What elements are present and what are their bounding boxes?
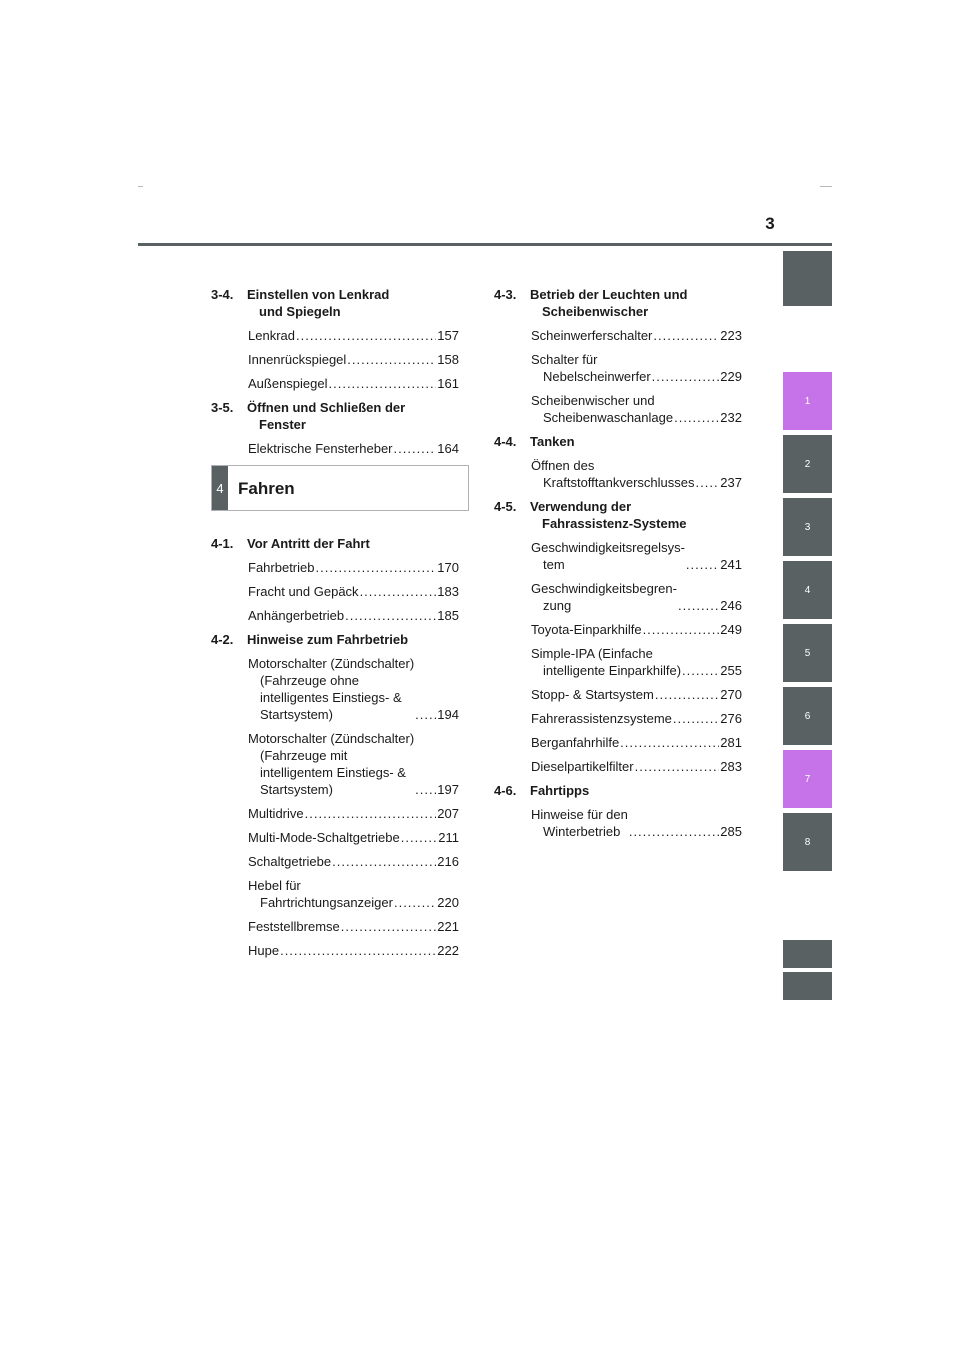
toc-entry[interactable]: Schalter für Nebelscheinwerfer ..... 229 — [531, 351, 742, 385]
toc-section-3-4[interactable]: 3-4. Einstellen von Lenkrad und Spiegeln — [211, 287, 390, 319]
toc-entry[interactable]: Fahrbetrieb ..... 170 — [248, 559, 459, 576]
header-rule — [138, 243, 832, 246]
chapter-tab-6[interactable]: 6 — [783, 687, 832, 745]
crop-mark-right — [820, 186, 832, 187]
toc-entry[interactable]: Scheibenwischer und Scheibenwaschanlage ..... 232 — [531, 392, 742, 426]
toc-entry[interactable]: Fracht und Gepäck ..... 183 — [248, 583, 459, 600]
toc-entry[interactable]: Toyota-Einparkhilfe ..... 249 — [531, 621, 742, 638]
chapter-tab-blank[interactable] — [783, 251, 832, 306]
toc-section-4-1[interactable]: 4-1. Vor Antritt der Fahrt — [211, 536, 370, 551]
chapter-header — [211, 465, 469, 511]
chapter-tab-7[interactable]: 7 — [783, 750, 832, 808]
toc-entry[interactable]: Motorschalter (Zündschalter) (Fahrzeuge ohne intelligentes Einstiegs- & Startsystem) ..... 194 — [248, 655, 459, 723]
chapter-tab-5[interactable]: 5 — [783, 624, 832, 682]
chapter-tab-blank[interactable] — [783, 940, 832, 968]
toc-entry[interactable]: Elektrische Fensterheber ..... 164 — [248, 440, 459, 457]
chapter-tab-1[interactable]: 1 — [783, 372, 832, 430]
toc-section-4-4[interactable]: 4-4. Tanken — [494, 434, 575, 449]
toc-entry[interactable]: Simple-IPA (Einfache intelligente Einparkhilfe) ..... 255 — [531, 645, 742, 679]
toc-entry[interactable]: Multi-Mode-Schaltgetriebe ..... 211 — [248, 829, 459, 846]
toc-section-4-3[interactable]: 4-3. Betrieb der Leuchten und Scheibenwischer — [494, 287, 688, 319]
toc-section-4-5[interactable]: 4-5. Verwendung der Fahrassistenz-Systeme — [494, 499, 687, 531]
chapter-tab-8[interactable]: 8 — [783, 813, 832, 871]
toc-right-column — [494, 286, 742, 847]
toc-entry[interactable]: Innenrückspiegel ..... 158 — [248, 351, 459, 368]
toc-entry[interactable]: Fahrerassistenzsysteme ..... 276 — [531, 710, 742, 727]
crop-mark-left — [138, 186, 143, 187]
toc-entry[interactable]: Motorschalter (Zündschalter) (Fahrzeuge mit intelligentem Einstiegs- & Startsystem) ..... 197 — [248, 730, 459, 798]
toc-entry[interactable]: Öffnen des Kraftstofftankverschlusses ..... 237 — [531, 457, 742, 491]
toc-entry[interactable]: Anhängerbetrieb ..... 185 — [248, 607, 459, 624]
toc-section-3-5[interactable]: 3-5. Öffnen und Schließen der Fenster — [211, 400, 406, 432]
toc-entry[interactable]: Geschwindigkeitsbegren- zung ..... 246 — [531, 580, 742, 614]
chapter-tab-blank[interactable] — [783, 972, 832, 1000]
toc-left-column — [211, 286, 459, 966]
toc-entry[interactable]: Stopp- & Startsystem ..... 270 — [531, 686, 742, 703]
page-number: 3 — [765, 214, 775, 233]
toc-entry[interactable]: Feststellbremse ..... 221 — [248, 918, 459, 935]
toc-entry[interactable]: Schaltgetriebe ..... 216 — [248, 853, 459, 870]
toc-entry[interactable]: Scheinwerferschalter ..... 223 — [531, 327, 742, 344]
chapter-tab-4[interactable]: 4 — [783, 561, 832, 619]
toc-entry[interactable]: Dieselpartikelfilter ..... 283 — [531, 758, 742, 775]
chapter-tab-2[interactable]: 2 — [783, 435, 832, 493]
toc-entry[interactable]: Hebel für Fahrtrichtungsanzeiger ..... 220 — [248, 877, 459, 911]
toc-entry[interactable]: Multidrive ..... 207 — [248, 805, 459, 822]
toc-entry[interactable]: Hinweise für den Winterbetrieb ..... 285 — [531, 806, 742, 840]
toc-section-4-2[interactable]: 4-2. Hinweise zum Fahrbetrieb — [211, 632, 409, 647]
toc-entry[interactable]: Außenspiegel ..... 161 — [248, 375, 459, 392]
toc-section-4-6[interactable]: 4-6. Fahrtipps — [494, 783, 590, 798]
toc-entry[interactable]: Lenkrad ..... 157 — [248, 327, 459, 344]
chapter-tab-3[interactable]: 3 — [783, 498, 832, 556]
toc-entry[interactable]: Geschwindigkeitsregelsys- tem ..... 241 — [531, 539, 742, 573]
chapter-tab: 4 — [212, 466, 228, 510]
chapter-title: Fahren — [238, 478, 295, 498]
toc-entry[interactable]: Hupe ..... 222 — [248, 942, 459, 959]
toc-entry[interactable]: Berganfahrhilfe ..... 281 — [531, 734, 742, 751]
